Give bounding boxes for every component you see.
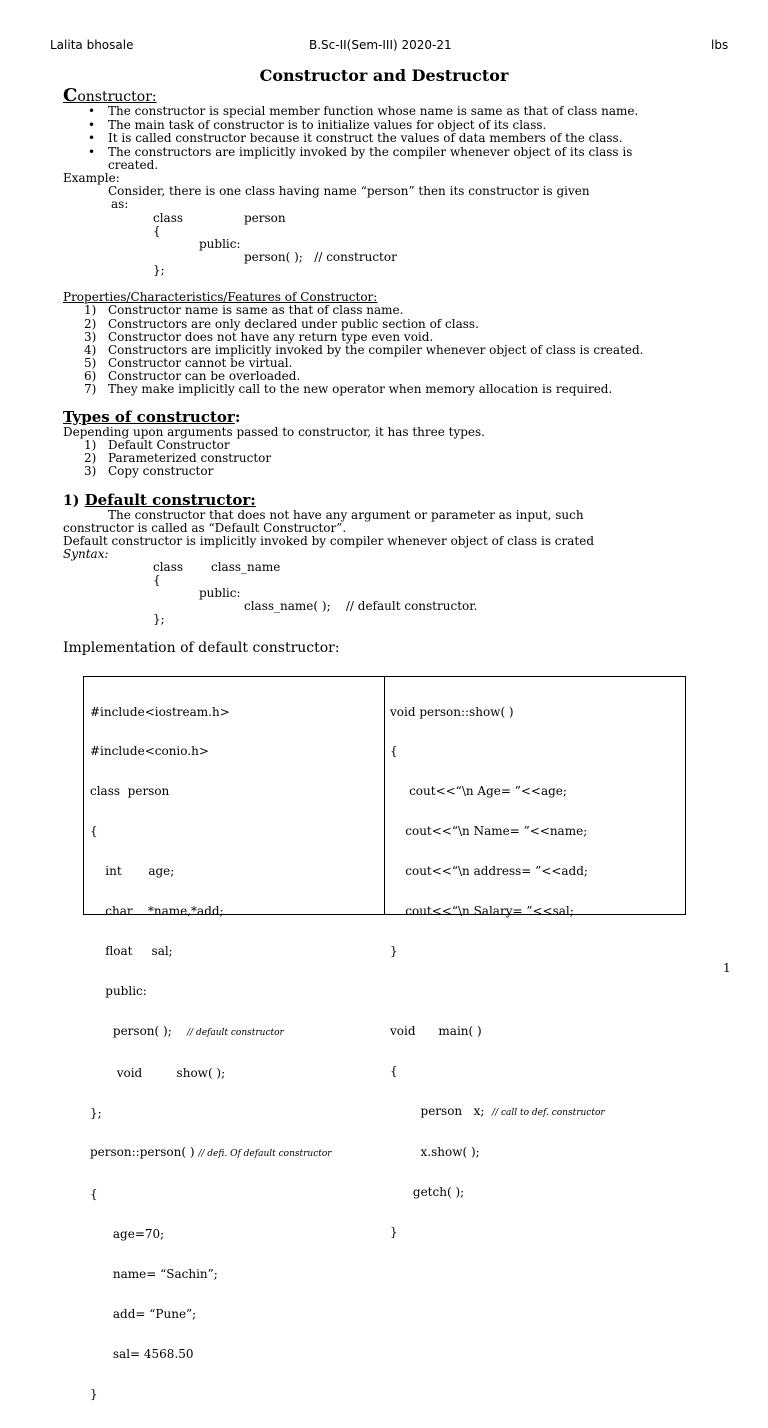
paragraph: The constructor that does not have any argument or parameter as input, such	[108, 508, 584, 522]
list-item: 2) Parameterized constructor	[84, 451, 272, 465]
example-text: Consider, there is one class having name “person” then its constructor is given	[108, 184, 590, 198]
list-item: 5) Constructor cannot be virtual.	[84, 356, 293, 370]
list-item: 7) They make implicitly call to the new operator when memory allocation is required.	[84, 382, 613, 396]
list-item: 3) Constructor does not have any return type even void.	[84, 330, 434, 344]
example-text: as:	[111, 197, 129, 211]
list-item: • The constructors are implicitly invoked by the compiler whenever object of its class is	[88, 145, 633, 159]
code-text: class	[153, 560, 184, 574]
list-item: 4) Constructors are implicitly invoked by the compiler whenever object of class is created.	[84, 343, 644, 357]
code-text: person	[244, 211, 286, 225]
list-item: 2) Constructors are only declared under public section of class.	[84, 317, 479, 331]
example-label: Example:	[63, 171, 120, 185]
page-number: 1	[723, 961, 731, 975]
code-comment: // defi. Of default constructor	[198, 1149, 332, 1160]
section-heading-types: Types of constructor:	[63, 408, 241, 426]
list-item: 1) Constructor name is same as that of class name.	[84, 303, 404, 317]
code-text: };	[153, 612, 165, 626]
syntax-label: Syntax:	[63, 547, 109, 561]
list-item: • The constructor is special member function whose name is same as that of class name.	[88, 104, 639, 118]
code-text: class	[153, 211, 184, 225]
types-intro: Depending upon arguments passed to constructor, it has three types.	[63, 425, 485, 439]
header-course: B.Sc-II(Sem-III) 2020-21	[309, 38, 452, 52]
code-comment: // default constructor	[187, 1027, 284, 1038]
code-column-left: #include<iostream.h> #include<conio.h> class person { int age; char *name,*add; float sal; public: person( ); // default constructor void show( ); }; person::person( ) // defi. Of default constructor { age=70; name= “Sachin”; add= “Pune”; sal= 4568.50 }	[90, 704, 332, 1401]
code-text: };	[153, 263, 165, 277]
section-heading-properties: Properties/Characteristics/Features of Constructor:	[63, 290, 378, 304]
code-column-right: void person::show( ) { cout<<“\n Age= ”<<age; cout<<“\n Name= ”<<name; cout<<“\n address= ”<<add; cout<<“\n Salary= ”<<sal; } void main( ) { person x; // call to def. constructor x.show( ); getch( ); }	[390, 704, 605, 1240]
code-comment: // call to def. constructor	[492, 1107, 605, 1118]
list-item: • The main task of constructor is to initialize values for object of its class.	[88, 118, 547, 132]
list-item: • It is called constructor because it construct the values of data members of the class.	[88, 131, 623, 145]
impl-heading: Implementation of default constructor:	[63, 640, 340, 656]
section-heading-default: 1) Default constructor:	[63, 491, 256, 509]
code-text: class_name( ); // default constructor.	[244, 599, 478, 613]
code-text: {	[153, 573, 161, 587]
column-divider	[384, 677, 385, 914]
page-title: Constructor and Destructor	[259, 66, 509, 85]
paragraph: Default constructor is implicitly invoked by compiler whenever object of class is crated	[63, 534, 595, 548]
heading-initial: C	[63, 85, 78, 106]
code-text: class_name	[211, 560, 281, 574]
heading-rest: onstructor:	[77, 89, 157, 105]
code-text: person( ); // constructor	[244, 250, 397, 264]
header-initials: lbs	[711, 38, 729, 52]
paragraph: constructor is called as “Default Constructor”.	[63, 521, 347, 535]
header-author: Lalita bhosale	[50, 38, 134, 52]
list-item: 6) Constructor can be overloaded.	[84, 369, 301, 383]
list-item: 3) Copy constructor	[84, 464, 214, 478]
code-text: public:	[199, 586, 241, 600]
code-text: {	[153, 224, 161, 238]
list-item: 1) Default Constructor	[84, 438, 230, 452]
code-listing-box	[83, 676, 686, 1401]
code-text: public:	[199, 237, 241, 251]
list-item-continuation: created.	[108, 158, 159, 172]
